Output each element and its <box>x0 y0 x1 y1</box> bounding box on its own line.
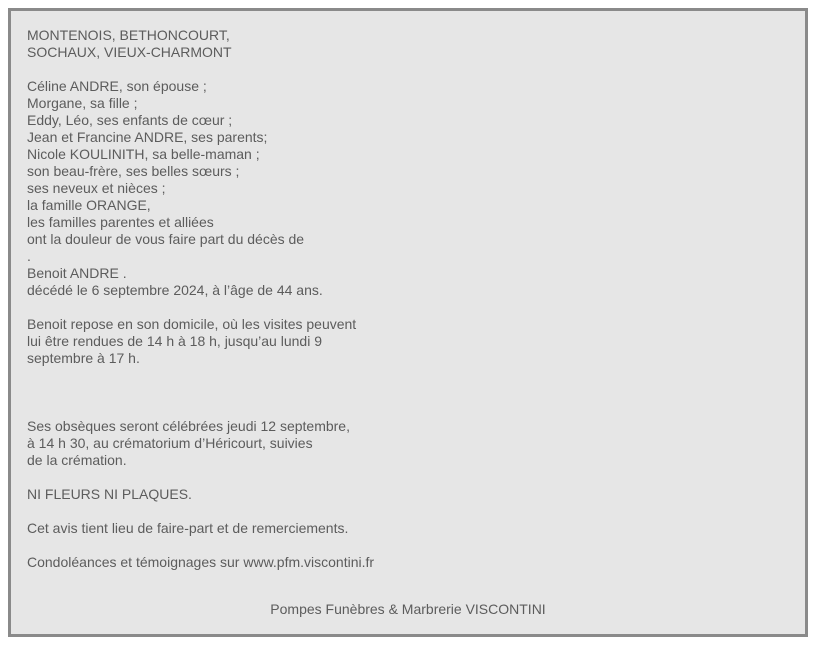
spacer <box>27 299 787 316</box>
spacer <box>27 469 787 486</box>
towns-line-2: SOCHAUX, VIEUX-CHARMONT <box>27 44 232 60</box>
funeral-home-signature: Pompes Funèbres & Marbrerie VISCONTINI <box>270 601 546 617</box>
spacer <box>27 367 787 418</box>
visits-line-2: lui être rendues de 14 h à 18 h, jusqu’au lundi 9 <box>27 333 322 349</box>
visits-line-1: Benoit repose en son domicile, où les visites peuvent <box>27 316 357 332</box>
funeral-line-3: de la crémation. <box>27 452 127 468</box>
deceased-name: Benoit ANDRE . <box>27 265 127 281</box>
family-line-9: les familles parentes et alliées <box>27 214 214 230</box>
notice-body <box>27 27 787 571</box>
spacer <box>27 537 787 554</box>
spacer <box>27 61 787 78</box>
family-line-7: ses neveux et nièces ; <box>27 180 166 196</box>
visits-line-3: septembre à 17 h. <box>27 350 140 366</box>
no-flowers-text: NI FLEURS NI PLAQUES. <box>27 486 192 502</box>
obituary-notice <box>8 8 808 637</box>
family-line-4: Jean et Francine ANDRE, ses parents; <box>27 129 268 145</box>
family-line-1: Céline ANDRE, son épouse ; <box>27 78 207 94</box>
funeral-line-2: à 14 h 30, au crématorium d’Héricourt, suivies <box>27 435 313 451</box>
family-line-10: ont la douleur de vous faire part du décès de <box>27 231 305 247</box>
family-line-11: . <box>27 248 31 264</box>
family-line-2: Morgane, sa fille ; <box>27 95 138 111</box>
towns-line-1: MONTENOIS, BETHONCOURT, <box>27 27 230 43</box>
family-line-3: Eddy, Léo, ses enfants de cœur ; <box>27 112 233 128</box>
funeral-line-1: Ses obsèques seront célébrées jeudi 12 septembre, <box>27 418 350 434</box>
family-line-8: la famille ORANGE, <box>27 197 151 213</box>
condolences-text: Condoléances et témoignages sur www.pfm.viscontini.fr <box>27 554 375 570</box>
deceased-date: décédé le 6 septembre 2024, à l’âge de 44 ans. <box>27 282 323 298</box>
spacer <box>27 503 787 520</box>
acknowledgement-text: Cet avis tient lieu de faire-part et de remerciements. <box>27 520 349 536</box>
family-line-5: Nicole KOULINITH, sa belle-maman ; <box>27 146 260 162</box>
family-line-6: son beau-frère, ses belles sœurs ; <box>27 163 240 179</box>
